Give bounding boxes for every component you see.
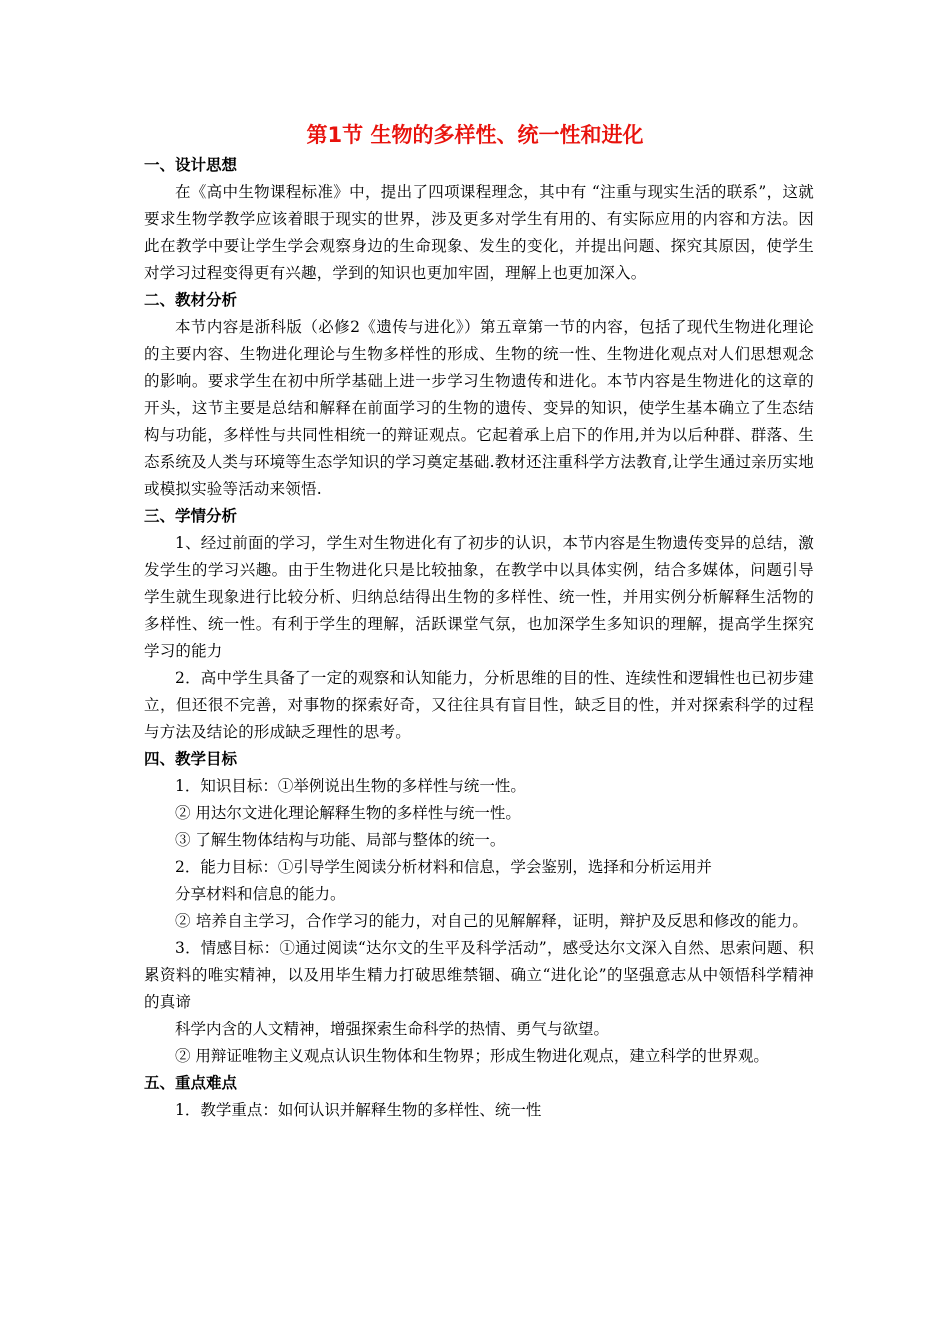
paragraph: 1、经过前面的学习，学生对生物进化有了初步的认识，本节内容是生物遗传变异的总结，激发学生的学习兴趣。由于生物进化只是比较抽象，在教学中以具体实例，结合多媒体，问题引导学生就生现象进行比较分析、归纳总结得出生物的多样性、统一性，并用实例分析解释生活物的多样性、统一性。有利于学生的理解，活跃课堂气氛，也加深学生多知识的理解，提高学生探究学习的能力 bbox=[144, 534, 814, 660]
list-item: 2．能力目标：①引导学生阅读分析材料和信息，学会鉴别，选择和分析运用并 bbox=[175, 858, 712, 876]
list-item: ② 用辩证唯物主义观点认识生物体和生物界；形成生物进化观点，建立科学的世界观。 bbox=[175, 1047, 769, 1065]
paragraph: 在《高中生物课程标准》中，提出了四项课程理念，其中有 “注重与现实生活的联系”，这就要求生物学教学应该着眼于现实的世界，涉及更多对学生有用的、有实际应用的内容和方法。因此在教学中要让学生学会观察身边的生命现象、发生的变化，并提出问题、探究其原因，使学生对学习过程变得更有兴趣，学到的知识也更加牢固，理解上也更加深入。 bbox=[144, 183, 814, 282]
paragraph: 本节内容是浙科版（必修2《遗传与进化》）第五章第一节的内容，包括了现代生物进化理论的主要内容、生物进化理论与生物多样性的形成、生物的统一性、生物进化观点对人们思想观念的影响。要求学生在初中所学基础上进一步学习生物遗传和进化。本节内容是生物进化的这章的开头，这节主要是总结和解释在前面学习的生物的遗传、变异的知识，使学生基本确立了生态结构与功能，多样性与共同性相统一的辩证观点。它起着承上启下的作用,并为以后种群、群落、生态系统及人类与环境等生态学知识的学习奠定基础.教材还注重科学方法教育,让学生通过亲历实地或模拟实验等活动来领悟. bbox=[144, 318, 814, 498]
section-heading-textbook: 二、教材分析 bbox=[144, 291, 238, 309]
list-item: 1．知识目标：①举例说出生物的多样性与统一性。 bbox=[175, 777, 526, 795]
section-heading-key-points: 五、重点难点 bbox=[144, 1074, 238, 1092]
document-body bbox=[144, 152, 814, 1124]
list-item: ② 用达尔文进化理论解释生物的多样性与统一性。 bbox=[175, 804, 521, 822]
list-item: 科学内含的人文精神，增强探索生命科学的热情、勇气与欲望。 bbox=[175, 1020, 610, 1038]
list-item: 1．教学重点：如何认识并解释生物的多样性、统一性 bbox=[175, 1101, 542, 1119]
paragraph: ② 培养自主学习，合作学习的能力，对自己的见解解释，证明，辩护及反思和修改的能力。 bbox=[175, 912, 809, 930]
paragraph: 3．情感目标：①通过阅读“达尔文的生平及科学活动”，感受达尔文深入自然、思索问题、积累资料的唯实精神，以及用毕生精力打破思维禁锢、确立“进化论”的坚强意志从中领悟科学精神的真谛 bbox=[144, 939, 814, 1011]
page-title: 第1节 生物的多样性、统一性和进化 bbox=[306, 123, 644, 147]
section-heading-students: 三、学情分析 bbox=[144, 507, 238, 525]
paragraph: 2．高中学生具备了一定的观察和认知能力，分析思维的目的性、连续性和逻辑性也已初步建立，但还很不完善，对事物的探索好奇，又往往具有盲目性，缺乏目的性，并对探索科学的过程与方法及结论的形成缺乏理性的思考。 bbox=[144, 669, 814, 741]
list-item: ③ 了解生物体结构与功能、局部与整体的统一。 bbox=[175, 831, 506, 849]
list-item: 分享材料和信息的能力。 bbox=[175, 885, 346, 903]
section-heading-design: 一、设计思想 bbox=[144, 156, 238, 174]
section-heading-objectives: 四、教学目标 bbox=[144, 750, 238, 768]
